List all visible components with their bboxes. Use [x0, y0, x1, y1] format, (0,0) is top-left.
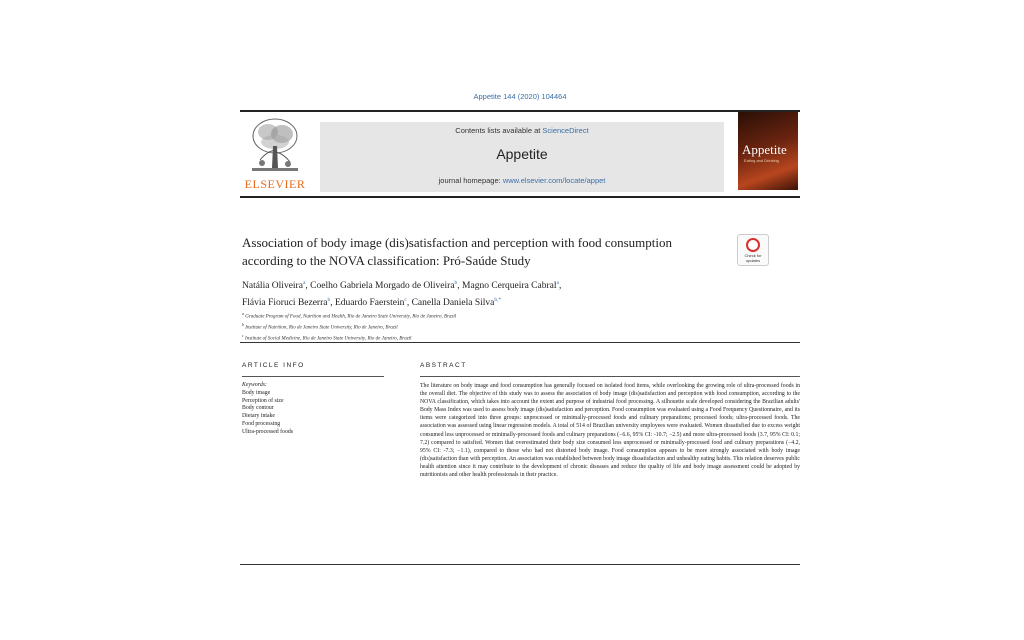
contents-line	[320, 126, 724, 135]
journal-homepage-link[interactable]: www.elsevier.com/locate/appet	[502, 176, 606, 185]
sciencedirect-link[interactable]: ScienceDirect	[542, 126, 589, 135]
keyword-item: Body contour	[242, 405, 274, 412]
author-affiliation-mark[interactable]: b	[327, 297, 331, 304]
journal-banner	[320, 122, 724, 192]
abstract-bottom-rule	[240, 564, 800, 565]
author-affiliation-mark[interactable]: b,*	[494, 297, 502, 304]
cover-title: Appetite	[742, 142, 787, 157]
abstract-rule	[420, 376, 800, 377]
author[interactable]: Coelho Gabriela Morgado de Oliveira$^b$	[310, 280, 458, 292]
author-list: Natália Oliveira$^a$, Coelho Gabriela Morgado de Oliveira$^b$, Magno Cerqueira Cabral$^a$, Flávia Fioruci Bezerra$^b$, Eduardo Faerstein$^c$, Canella Daniela Silva$^{b,*}$	[242, 280, 562, 309]
homepage-prefix: journal homepage:	[438, 176, 503, 185]
article-page	[240, 86, 800, 576]
author[interactable]: Canella Daniela Silva$^{b,*}$	[411, 297, 502, 309]
journal-title: Appetite	[496, 146, 548, 162]
elsevier-logo[interactable]	[242, 116, 308, 192]
check-updates-label: Check for updates	[744, 253, 762, 263]
author-affiliation-mark[interactable]: c	[404, 297, 407, 304]
abstract-heading: ABSTRACT	[420, 362, 467, 369]
author[interactable]: Flávia Fioruci Bezerra$^b$	[242, 297, 331, 309]
contents-prefix: Contents lists available at	[455, 126, 543, 135]
keyword-item: Food processing	[242, 420, 281, 427]
author[interactable]: Natália Oliveira$^a$	[242, 280, 306, 292]
section-divider	[240, 342, 800, 343]
cover-subtitle: Eating and Drinking	[744, 158, 779, 163]
elsevier-tree-icon	[248, 116, 302, 174]
article-info-heading: ARTICLE INFO	[242, 362, 305, 369]
author-affiliation-mark[interactable]: b	[454, 280, 458, 286]
keyword-item: Perception of size	[242, 397, 284, 404]
journal-header	[240, 116, 800, 192]
homepage-line	[320, 176, 724, 185]
journal-cover-image[interactable]	[738, 112, 798, 190]
journal-reference[interactable]: Appetite 144 (2020) 104464	[473, 92, 567, 101]
affiliation: $^b$ Institute of Nutrition, Rio de Janeiro State University, Rio de Janeiro, Brazil	[242, 322, 398, 331]
keyword-item: Ultra-processed foods	[242, 428, 294, 435]
publisher-name: ELSEVIER	[244, 177, 306, 191]
author-affiliation-mark[interactable]: a	[302, 280, 306, 286]
header-bottom-rule	[240, 196, 800, 198]
abstract-body: The literature on body image and food consumption has generally focused on isolated food items, while overlooking the growing role of ultra-processed foods in the overall diet. The objective of this study was to assess the association of body image (dis)satisfaction and perception with food consumption, according to the NOVA classification, which takes into account the extent and purpose of industrial food processing. A silhouette scale developed considering the Brazilian adults' Body Mass Index was used to assess body image (dis)satisfaction and perception. Food consumption was evaluated using a Food Frequency Questionnaire, and its items were categorized into three groups: unprocessed or minimally-processed foods and culinary preparations; processed foods; ultra-processed foods. The association was assessed using linear regression models. A total of 514 of Brazilian university employees were evaluated. Women dissatisfied due to excess weight consumed less unprocessed or minimally-processed foods and culinary preparations (−6.6, 95% CI: -10.7; −2.5) and more ultra-processed foods (3.7, 95% CI: 0.1; 7.2) compared to satisfied. Women that overestimated their body size consumed less unprocessed or minimally-processed food and culinary preparations (−4.2, 95% CI: -7.3; −1.1), compared to those who had not distorted body image. Food consumption appears to be more strongly associated with body image (dis)satisfaction than with perception. An association was established between body image dissatisfaction and unhealthy eating habits. This relation deserves public health attention since it may contribute to the development of chronic diseases and reduce the quality of life and body image assessment could be adopted by nutritionists and other health professionals in their practice.	[420, 383, 800, 479]
keyword-item: Body image	[242, 389, 271, 396]
article-info-rule	[242, 376, 384, 377]
keywords-label: Keywords:	[242, 382, 267, 388]
affiliation: $^c$ Institute of Social Medicine, Rio de Janeiro State University, Rio de Janeiro, Brazil	[242, 333, 412, 342]
check-for-updates-button[interactable]	[737, 234, 769, 266]
header-top-rule	[240, 110, 800, 112]
keyword-item: Dietary intake	[242, 413, 275, 420]
author-affiliation-mark[interactable]: a	[556, 280, 559, 286]
affiliation: $^a$ Graduate Program of Food, Nutrition and Health, Rio de Janeiro State University, Rio de Janeiro, Brazil	[242, 311, 457, 320]
affiliation-list	[242, 310, 722, 343]
keywords-list	[242, 382, 384, 437]
author[interactable]: Magno Cerqueira Cabral$^a$	[462, 280, 559, 292]
author[interactable]: Eduardo Faerstein$^c$	[334, 297, 407, 309]
check-updates-icon	[746, 238, 760, 252]
article-title: Association of body image (dis)satisfaction and perception with food consumption according to the NOVA classification: Pró-Saúde Study	[242, 235, 672, 268]
